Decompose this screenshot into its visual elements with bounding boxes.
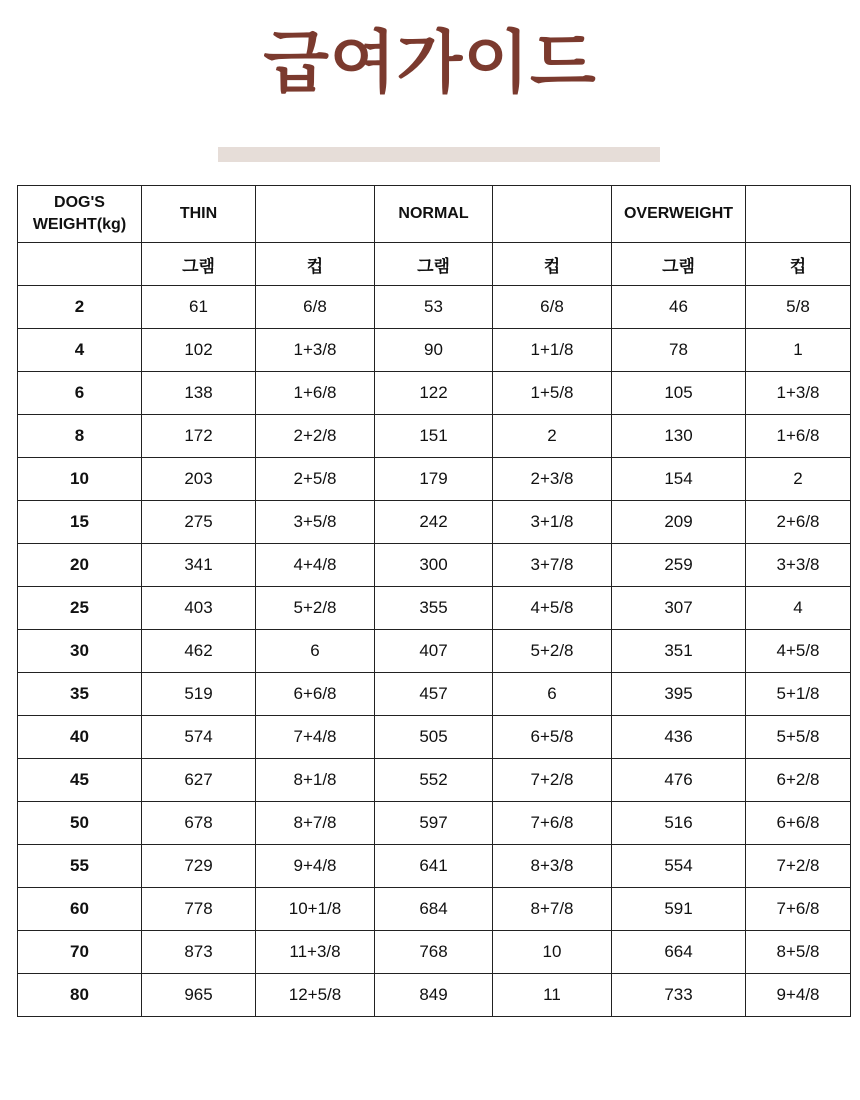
cell-normal-cup: 6/8 bbox=[493, 286, 612, 329]
cell-normal-gram: 179 bbox=[375, 458, 493, 501]
cell-weight: 55 bbox=[18, 845, 142, 888]
cell-thin-cup: 4+4/8 bbox=[256, 544, 375, 587]
cell-thin-cup: 1+6/8 bbox=[256, 372, 375, 415]
cell-weight: 8 bbox=[18, 415, 142, 458]
header-normal-blank bbox=[493, 186, 612, 243]
header-thin-blank bbox=[256, 186, 375, 243]
cell-thin-cup: 6 bbox=[256, 630, 375, 673]
cell-normal-cup: 10 bbox=[493, 931, 612, 974]
cell-normal-cup: 1+5/8 bbox=[493, 372, 612, 415]
cell-over-gram: 46 bbox=[612, 286, 746, 329]
cell-over-gram: 436 bbox=[612, 716, 746, 759]
cell-thin-cup: 6/8 bbox=[256, 286, 375, 329]
cell-normal-cup: 2 bbox=[493, 415, 612, 458]
cell-over-cup: 2 bbox=[746, 458, 851, 501]
cell-normal-cup: 7+2/8 bbox=[493, 759, 612, 802]
cell-normal-cup: 8+3/8 bbox=[493, 845, 612, 888]
cell-thin-cup: 7+4/8 bbox=[256, 716, 375, 759]
cell-over-cup: 6+6/8 bbox=[746, 802, 851, 845]
cell-normal-cup: 2+3/8 bbox=[493, 458, 612, 501]
cell-over-cup: 8+5/8 bbox=[746, 931, 851, 974]
cell-normal-gram: 53 bbox=[375, 286, 493, 329]
cell-over-cup: 5+1/8 bbox=[746, 673, 851, 716]
cell-weight: 80 bbox=[18, 974, 142, 1017]
cell-weight: 15 bbox=[18, 501, 142, 544]
cell-thin-gram: 462 bbox=[142, 630, 256, 673]
cell-thin-gram: 678 bbox=[142, 802, 256, 845]
cell-over-cup: 7+6/8 bbox=[746, 888, 851, 931]
cell-weight: 2 bbox=[18, 286, 142, 329]
cell-weight: 20 bbox=[18, 544, 142, 587]
cell-normal-gram: 505 bbox=[375, 716, 493, 759]
cell-normal-cup: 5+2/8 bbox=[493, 630, 612, 673]
cell-over-gram: 154 bbox=[612, 458, 746, 501]
cell-thin-cup: 6+6/8 bbox=[256, 673, 375, 716]
cell-over-cup: 4 bbox=[746, 587, 851, 630]
table-row bbox=[18, 630, 851, 673]
cell-over-cup: 3+3/8 bbox=[746, 544, 851, 587]
table-row bbox=[18, 587, 851, 630]
cell-weight: 30 bbox=[18, 630, 142, 673]
cell-normal-gram: 122 bbox=[375, 372, 493, 415]
cell-normal-gram: 684 bbox=[375, 888, 493, 931]
cell-over-cup: 4+5/8 bbox=[746, 630, 851, 673]
cell-over-cup: 5/8 bbox=[746, 286, 851, 329]
subheader-thin-gram: 그램 bbox=[142, 243, 256, 286]
subheader-thin-cup: 컵 bbox=[256, 243, 375, 286]
cell-normal-cup: 3+1/8 bbox=[493, 501, 612, 544]
cell-thin-gram: 519 bbox=[142, 673, 256, 716]
cell-weight: 35 bbox=[18, 673, 142, 716]
cell-over-gram: 476 bbox=[612, 759, 746, 802]
cell-over-cup: 1 bbox=[746, 329, 851, 372]
table-row bbox=[18, 458, 851, 501]
cell-normal-gram: 768 bbox=[375, 931, 493, 974]
table-row bbox=[18, 372, 851, 415]
cell-weight: 45 bbox=[18, 759, 142, 802]
cell-over-gram: 395 bbox=[612, 673, 746, 716]
cell-thin-cup: 9+4/8 bbox=[256, 845, 375, 888]
cell-weight: 25 bbox=[18, 587, 142, 630]
cell-thin-cup: 11+3/8 bbox=[256, 931, 375, 974]
cell-thin-gram: 729 bbox=[142, 845, 256, 888]
table-row bbox=[18, 759, 851, 802]
cell-thin-gram: 138 bbox=[142, 372, 256, 415]
cell-thin-gram: 403 bbox=[142, 587, 256, 630]
cell-normal-gram: 151 bbox=[375, 415, 493, 458]
cell-over-gram: 209 bbox=[612, 501, 746, 544]
cell-normal-gram: 597 bbox=[375, 802, 493, 845]
subheader-normal-cup: 컵 bbox=[493, 243, 612, 286]
cell-over-cup: 5+5/8 bbox=[746, 716, 851, 759]
cell-normal-gram: 457 bbox=[375, 673, 493, 716]
table-row bbox=[18, 415, 851, 458]
table-row bbox=[18, 845, 851, 888]
cell-over-gram: 591 bbox=[612, 888, 746, 931]
table-row bbox=[18, 329, 851, 372]
cell-over-gram: 307 bbox=[612, 587, 746, 630]
cell-over-cup: 6+2/8 bbox=[746, 759, 851, 802]
cell-weight: 40 bbox=[18, 716, 142, 759]
cell-thin-gram: 203 bbox=[142, 458, 256, 501]
cell-thin-cup: 1+3/8 bbox=[256, 329, 375, 372]
feeding-guide-table bbox=[17, 185, 851, 1017]
table-row bbox=[18, 716, 851, 759]
cell-thin-cup: 2+5/8 bbox=[256, 458, 375, 501]
table-row bbox=[18, 974, 851, 1017]
cell-normal-cup: 3+7/8 bbox=[493, 544, 612, 587]
cell-over-cup: 1+3/8 bbox=[746, 372, 851, 415]
cell-normal-cup: 6+5/8 bbox=[493, 716, 612, 759]
subheader-blank bbox=[18, 243, 142, 286]
subheader-over-cup: 컵 bbox=[746, 243, 851, 286]
cell-thin-gram: 627 bbox=[142, 759, 256, 802]
cell-over-cup: 2+6/8 bbox=[746, 501, 851, 544]
cell-weight: 10 bbox=[18, 458, 142, 501]
cell-normal-gram: 407 bbox=[375, 630, 493, 673]
header-overweight: OVERWEIGHT bbox=[612, 186, 746, 243]
cell-normal-cup: 8+7/8 bbox=[493, 888, 612, 931]
cell-over-gram: 516 bbox=[612, 802, 746, 845]
cell-thin-cup: 3+5/8 bbox=[256, 501, 375, 544]
cell-over-gram: 733 bbox=[612, 974, 746, 1017]
cell-normal-gram: 552 bbox=[375, 759, 493, 802]
cell-over-gram: 78 bbox=[612, 329, 746, 372]
cell-thin-gram: 574 bbox=[142, 716, 256, 759]
table-row bbox=[18, 888, 851, 931]
cell-thin-gram: 873 bbox=[142, 931, 256, 974]
cell-normal-cup: 1+1/8 bbox=[493, 329, 612, 372]
cell-thin-cup: 8+1/8 bbox=[256, 759, 375, 802]
cell-over-gram: 351 bbox=[612, 630, 746, 673]
cell-thin-gram: 778 bbox=[142, 888, 256, 931]
header-thin: THIN bbox=[142, 186, 256, 243]
cell-over-gram: 664 bbox=[612, 931, 746, 974]
cell-over-cup: 1+6/8 bbox=[746, 415, 851, 458]
cell-weight: 70 bbox=[18, 931, 142, 974]
cell-thin-cup: 10+1/8 bbox=[256, 888, 375, 931]
header-overweight-blank bbox=[746, 186, 851, 243]
cell-over-gram: 130 bbox=[612, 415, 746, 458]
cell-normal-cup: 7+6/8 bbox=[493, 802, 612, 845]
table-row bbox=[18, 802, 851, 845]
table-row bbox=[18, 673, 851, 716]
cell-thin-gram: 61 bbox=[142, 286, 256, 329]
cell-thin-cup: 12+5/8 bbox=[256, 974, 375, 1017]
cell-thin-cup: 2+2/8 bbox=[256, 415, 375, 458]
cell-over-cup: 7+2/8 bbox=[746, 845, 851, 888]
subheader-row bbox=[18, 243, 851, 286]
cell-weight: 50 bbox=[18, 802, 142, 845]
table-row bbox=[18, 931, 851, 974]
cell-weight: 6 bbox=[18, 372, 142, 415]
cell-thin-cup: 5+2/8 bbox=[256, 587, 375, 630]
header-normal: NORMAL bbox=[375, 186, 493, 243]
title-divider bbox=[218, 147, 660, 162]
cell-thin-gram: 102 bbox=[142, 329, 256, 372]
cell-normal-cup: 6 bbox=[493, 673, 612, 716]
cell-normal-gram: 242 bbox=[375, 501, 493, 544]
cell-normal-cup: 11 bbox=[493, 974, 612, 1017]
cell-over-gram: 259 bbox=[612, 544, 746, 587]
cell-over-cup: 9+4/8 bbox=[746, 974, 851, 1017]
header-weight: DOG'S WEIGHT(kg) bbox=[18, 186, 142, 243]
cell-thin-gram: 275 bbox=[142, 501, 256, 544]
cell-weight: 60 bbox=[18, 888, 142, 931]
cell-normal-gram: 641 bbox=[375, 845, 493, 888]
cell-over-gram: 554 bbox=[612, 845, 746, 888]
table-row bbox=[18, 544, 851, 587]
cell-thin-cup: 8+7/8 bbox=[256, 802, 375, 845]
table-row bbox=[18, 286, 851, 329]
cell-thin-gram: 172 bbox=[142, 415, 256, 458]
header-row bbox=[18, 186, 851, 243]
cell-normal-gram: 90 bbox=[375, 329, 493, 372]
cell-normal-cup: 4+5/8 bbox=[493, 587, 612, 630]
table-row bbox=[18, 501, 851, 544]
cell-normal-gram: 849 bbox=[375, 974, 493, 1017]
cell-normal-gram: 300 bbox=[375, 544, 493, 587]
cell-thin-gram: 341 bbox=[142, 544, 256, 587]
cell-thin-gram: 965 bbox=[142, 974, 256, 1017]
subheader-over-gram: 그램 bbox=[612, 243, 746, 286]
subheader-normal-gram: 그램 bbox=[375, 243, 493, 286]
page-title: 급여가이드 bbox=[263, 24, 597, 103]
cell-weight: 4 bbox=[18, 329, 142, 372]
cell-normal-gram: 355 bbox=[375, 587, 493, 630]
cell-over-gram: 105 bbox=[612, 372, 746, 415]
